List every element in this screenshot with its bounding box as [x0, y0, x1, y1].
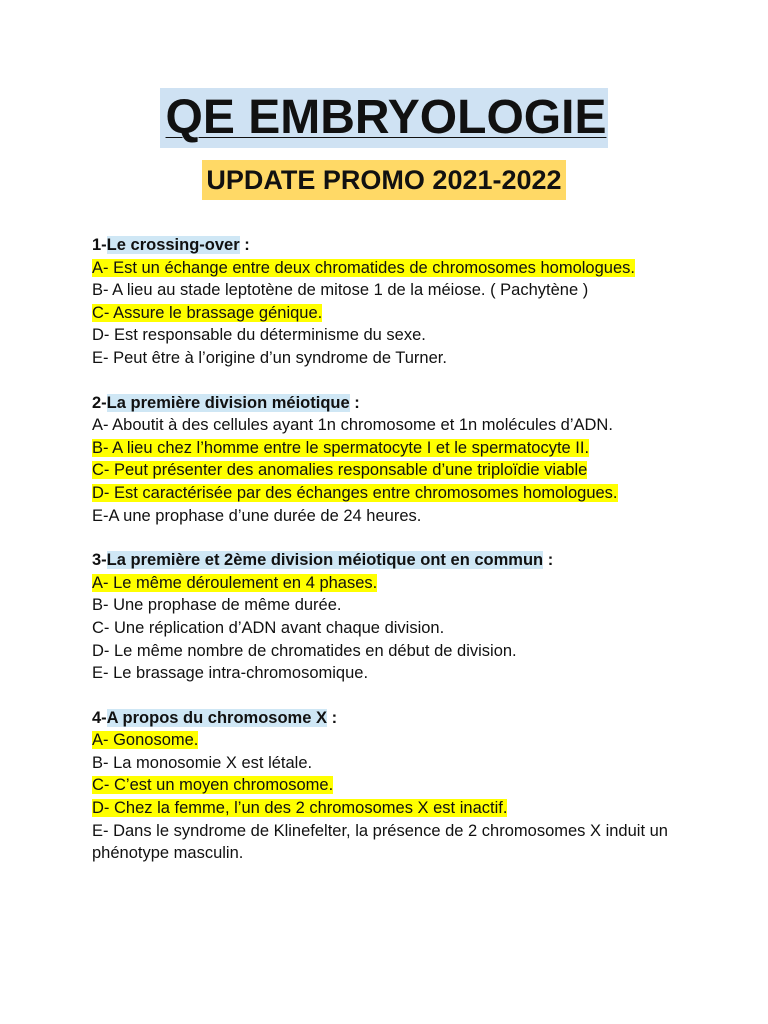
answer-text: B- A lieu au stade leptotène de mitose 1 de la méiose. ( Pachytène ) [92, 281, 589, 300]
answer-b [92, 437, 732, 460]
answer-d [92, 797, 732, 820]
answer-text: D- Le même nombre de chromatides en début de division. [92, 641, 517, 660]
question-topic: La première et 2ème division méiotique ont en commun [106, 551, 544, 570]
question-heading [92, 549, 732, 572]
answer-text: B- La monosomie X est létale. [92, 753, 313, 772]
answer-c [92, 617, 732, 640]
answer-d [92, 482, 732, 505]
answer-text: A- Aboutit à des cellules ayant 1n chromosome et 1n molécules d’ADN. [92, 416, 613, 435]
page-subtitle: UPDATE PROMO 2021-2022 [202, 160, 565, 200]
answer-b [92, 594, 732, 617]
answer-text: D- Est caractérisée par des échanges entre chromosomes homologues. [92, 483, 618, 502]
question-heading [92, 392, 732, 415]
answer-d [92, 640, 732, 663]
title-block [0, 88, 768, 148]
question-suffix: : [349, 393, 360, 412]
answer-e [92, 347, 732, 370]
answer-e [92, 820, 732, 865]
answer-text: A- Le même déroulement en 4 phases. [92, 573, 378, 592]
answer-text: D- Est responsable du déterminisme du sexe. [92, 326, 426, 345]
answer-text: E- Peut être à l’origine d’un syndrome de Turner. [92, 348, 447, 367]
answer-a [92, 572, 732, 595]
answer-b [92, 279, 732, 302]
question-4 [92, 707, 732, 865]
answer-text: B- A lieu chez l’homme entre le spermatocyte I et le spermatocyte II. [92, 438, 590, 457]
answer-text: A- Gonosome. [92, 731, 199, 750]
answer-d [92, 324, 732, 347]
subtitle-block [0, 160, 768, 200]
answer-text: E- Le brassage intra-chromosomique. [92, 664, 369, 683]
answer-a [92, 729, 732, 752]
answer-a [92, 414, 732, 437]
question-suffix: : [543, 551, 554, 570]
answer-text: C- Une réplication d’ADN avant chaque division. [92, 618, 445, 637]
question-3 [92, 549, 732, 685]
question-topic: La première division méiotique [106, 393, 350, 412]
answer-text: C- Peut présenter des anomalies responsable d’une triploïdie viable [92, 461, 588, 480]
answer-text: A- Est un échange entre deux chromatides de chromosomes homologues. [92, 258, 635, 277]
answer-text: E- Dans le syndrome de Klinefelter, la présence de 2 chromosomes X induit un phénotype masculin. [92, 821, 668, 863]
answer-c [92, 459, 732, 482]
question-number: 2- [92, 393, 107, 412]
answer-text: C- C’est un moyen chromosome. [92, 776, 334, 795]
answer-c [92, 302, 732, 325]
answer-text: E-A une prophase d’une durée de 24 heures. [92, 506, 422, 525]
question-topic: Le crossing-over [106, 236, 240, 254]
question-number: 3- [92, 551, 107, 570]
question-2 [92, 392, 732, 528]
answer-e [92, 505, 732, 528]
question-number: 4- [92, 708, 107, 727]
question-heading [92, 707, 732, 730]
answer-a [92, 257, 732, 280]
answer-text: D- Chez la femme, l’un des 2 chromosomes X est inactif. [92, 799, 508, 818]
question-topic: A propos du chromosome X [106, 708, 327, 727]
page-title: QE EMBRYOLOGIE [160, 88, 609, 148]
questions-list [92, 234, 732, 887]
question-1 [92, 234, 732, 370]
answer-b [92, 752, 732, 775]
question-number: 1- [92, 236, 107, 254]
answer-e [92, 662, 732, 685]
question-suffix: : [327, 708, 338, 727]
question-suffix: : [239, 236, 250, 254]
answer-c [92, 774, 732, 797]
answer-text: B- Une prophase de même durée. [92, 596, 342, 615]
answer-text: C- Assure le brassage génique. [92, 303, 323, 322]
question-heading [92, 234, 732, 257]
